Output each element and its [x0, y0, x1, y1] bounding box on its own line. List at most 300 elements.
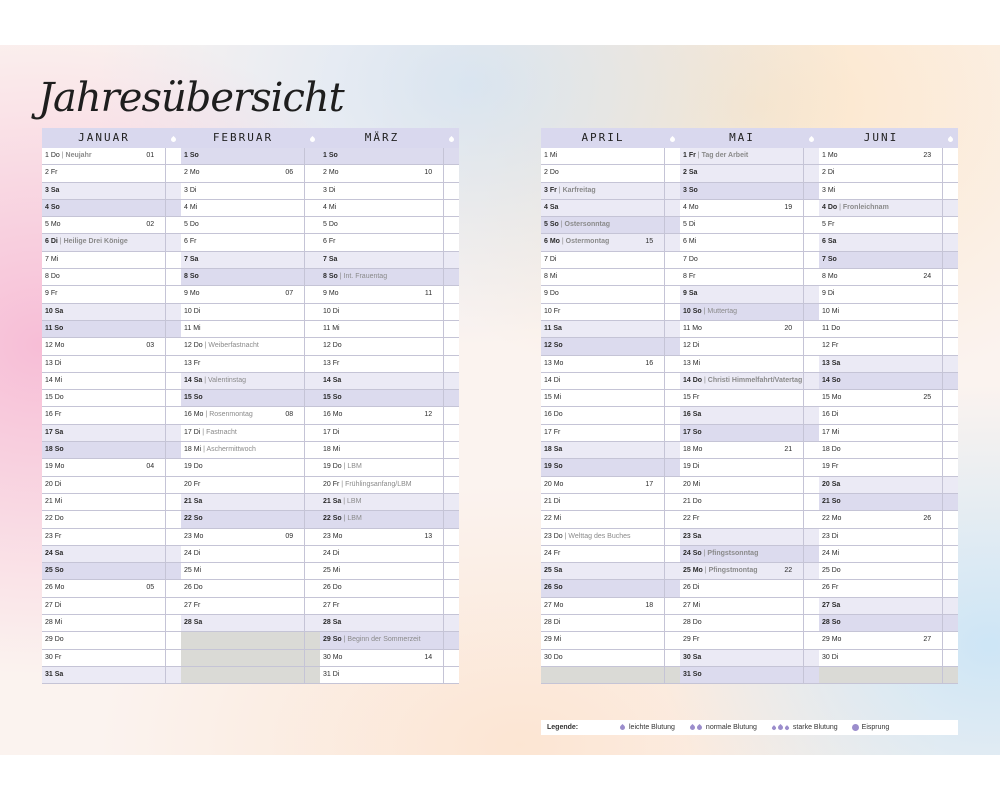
day-cell[interactable] — [680, 459, 803, 475]
bleeding-marker-cell[interactable] — [443, 321, 459, 337]
bleeding-marker-cell[interactable] — [165, 511, 181, 527]
day-cell[interactable] — [541, 390, 664, 406]
day-cell[interactable] — [819, 650, 942, 666]
day-cell[interactable] — [541, 459, 664, 475]
bleeding-marker-cell[interactable] — [165, 183, 181, 199]
bleeding-marker-cell[interactable] — [664, 356, 680, 372]
day-cell[interactable] — [181, 286, 304, 302]
day-cell[interactable] — [819, 165, 942, 181]
day-cell[interactable] — [819, 667, 942, 683]
day-cell[interactable] — [181, 442, 304, 458]
day-cell[interactable] — [320, 494, 443, 510]
bleeding-marker-cell[interactable] — [664, 650, 680, 666]
bleeding-marker-cell[interactable] — [664, 529, 680, 545]
bleeding-marker-cell[interactable] — [803, 356, 819, 372]
bleeding-marker-cell[interactable] — [165, 477, 181, 493]
day-cell[interactable] — [42, 148, 165, 164]
day-cell[interactable] — [541, 165, 664, 181]
day-cell[interactable] — [181, 477, 304, 493]
bleeding-marker-cell[interactable] — [304, 234, 320, 250]
bleeding-marker-cell[interactable] — [942, 477, 958, 493]
bleeding-marker-cell[interactable] — [304, 580, 320, 596]
day-cell[interactable] — [541, 546, 664, 562]
bleeding-marker-cell[interactable] — [942, 598, 958, 614]
bleeding-marker-cell[interactable] — [304, 615, 320, 631]
day-cell[interactable] — [819, 148, 942, 164]
bleeding-marker-cell[interactable] — [664, 217, 680, 233]
day-cell[interactable] — [819, 580, 942, 596]
day-cell[interactable] — [42, 477, 165, 493]
day-cell[interactable] — [541, 511, 664, 527]
bleeding-marker-cell[interactable] — [304, 269, 320, 285]
bleeding-marker-cell[interactable] — [664, 338, 680, 354]
bleeding-marker-cell[interactable] — [304, 148, 320, 164]
bleeding-marker-cell[interactable] — [664, 546, 680, 562]
bleeding-marker-cell[interactable] — [304, 373, 320, 389]
bleeding-marker-cell[interactable] — [165, 650, 181, 666]
bleeding-marker-cell[interactable] — [664, 165, 680, 181]
day-cell[interactable] — [680, 563, 803, 579]
bleeding-marker-cell[interactable] — [304, 425, 320, 441]
day-cell[interactable] — [320, 529, 443, 545]
bleeding-marker-cell[interactable] — [664, 667, 680, 683]
bleeding-marker-cell[interactable] — [942, 390, 958, 406]
day-cell[interactable] — [541, 148, 664, 164]
bleeding-marker-cell[interactable] — [304, 529, 320, 545]
bleeding-marker-cell[interactable] — [942, 148, 958, 164]
day-cell[interactable] — [42, 338, 165, 354]
day-cell[interactable] — [819, 407, 942, 423]
day-cell[interactable] — [819, 632, 942, 648]
day-cell[interactable] — [320, 304, 443, 320]
bleeding-marker-cell[interactable] — [443, 234, 459, 250]
bleeding-marker-cell[interactable] — [803, 580, 819, 596]
bleeding-marker-cell[interactable] — [443, 356, 459, 372]
day-cell[interactable] — [819, 598, 942, 614]
day-cell[interactable] — [541, 563, 664, 579]
day-cell[interactable] — [181, 580, 304, 596]
day-cell[interactable] — [541, 286, 664, 302]
day-cell[interactable] — [819, 252, 942, 268]
bleeding-marker-cell[interactable] — [803, 546, 819, 562]
bleeding-marker-cell[interactable] — [165, 390, 181, 406]
bleeding-marker-cell[interactable] — [803, 286, 819, 302]
bleeding-marker-cell[interactable] — [165, 286, 181, 302]
day-cell[interactable] — [819, 529, 942, 545]
bleeding-marker-cell[interactable] — [664, 373, 680, 389]
bleeding-marker-cell[interactable] — [803, 217, 819, 233]
bleeding-marker-cell[interactable] — [304, 286, 320, 302]
bleeding-marker-cell[interactable] — [304, 598, 320, 614]
bleeding-marker-cell[interactable] — [664, 390, 680, 406]
day-cell[interactable] — [42, 425, 165, 441]
bleeding-marker-cell[interactable] — [942, 529, 958, 545]
day-cell[interactable] — [680, 667, 803, 683]
bleeding-marker-cell[interactable] — [803, 615, 819, 631]
bleeding-marker-cell[interactable] — [165, 442, 181, 458]
day-cell[interactable] — [541, 650, 664, 666]
day-cell[interactable] — [541, 321, 664, 337]
day-cell[interactable] — [181, 200, 304, 216]
day-cell[interactable] — [680, 356, 803, 372]
day-cell[interactable] — [680, 494, 803, 510]
day-cell[interactable] — [181, 598, 304, 614]
day-cell[interactable] — [320, 425, 443, 441]
bleeding-marker-cell[interactable] — [803, 252, 819, 268]
day-cell[interactable] — [42, 546, 165, 562]
day-cell[interactable] — [181, 217, 304, 233]
day-cell[interactable] — [680, 546, 803, 562]
day-cell[interactable] — [320, 563, 443, 579]
day-cell[interactable] — [42, 269, 165, 285]
day-cell[interactable] — [181, 563, 304, 579]
day-cell[interactable] — [42, 615, 165, 631]
day-cell[interactable] — [42, 200, 165, 216]
day-cell[interactable] — [42, 165, 165, 181]
bleeding-marker-cell[interactable] — [165, 321, 181, 337]
bleeding-marker-cell[interactable] — [165, 356, 181, 372]
bleeding-marker-cell[interactable] — [304, 494, 320, 510]
day-cell[interactable] — [541, 269, 664, 285]
bleeding-marker-cell[interactable] — [304, 321, 320, 337]
bleeding-marker-cell[interactable] — [664, 494, 680, 510]
day-cell[interactable] — [42, 321, 165, 337]
bleeding-marker-cell[interactable] — [803, 459, 819, 475]
bleeding-marker-cell[interactable] — [443, 477, 459, 493]
day-cell[interactable] — [541, 529, 664, 545]
bleeding-marker-cell[interactable] — [443, 546, 459, 562]
bleeding-marker-cell[interactable] — [443, 529, 459, 545]
day-cell[interactable] — [181, 252, 304, 268]
bleeding-marker-cell[interactable] — [942, 269, 958, 285]
day-cell[interactable] — [680, 511, 803, 527]
day-cell[interactable] — [181, 390, 304, 406]
bleeding-marker-cell[interactable] — [443, 632, 459, 648]
bleeding-marker-cell[interactable] — [304, 338, 320, 354]
bleeding-marker-cell[interactable] — [443, 650, 459, 666]
day-cell[interactable] — [42, 563, 165, 579]
bleeding-marker-cell[interactable] — [803, 529, 819, 545]
day-cell[interactable] — [42, 598, 165, 614]
day-cell[interactable] — [680, 390, 803, 406]
bleeding-marker-cell[interactable] — [443, 442, 459, 458]
day-cell[interactable] — [819, 183, 942, 199]
bleeding-marker-cell[interactable] — [803, 632, 819, 648]
day-cell[interactable] — [181, 321, 304, 337]
bleeding-marker-cell[interactable] — [443, 390, 459, 406]
bleeding-marker-cell[interactable] — [443, 598, 459, 614]
bleeding-marker-cell[interactable] — [803, 269, 819, 285]
bleeding-marker-cell[interactable] — [165, 217, 181, 233]
day-cell[interactable] — [320, 373, 443, 389]
day-cell[interactable] — [541, 667, 664, 683]
bleeding-marker-cell[interactable] — [165, 632, 181, 648]
day-cell[interactable] — [819, 425, 942, 441]
bleeding-marker-cell[interactable] — [942, 304, 958, 320]
day-cell[interactable] — [181, 269, 304, 285]
day-cell[interactable] — [320, 165, 443, 181]
day-cell[interactable] — [819, 390, 942, 406]
day-cell[interactable] — [541, 304, 664, 320]
day-cell[interactable] — [541, 442, 664, 458]
day-cell[interactable] — [680, 252, 803, 268]
day-cell[interactable] — [541, 477, 664, 493]
bleeding-marker-cell[interactable] — [664, 442, 680, 458]
day-cell[interactable] — [320, 286, 443, 302]
day-cell[interactable] — [320, 234, 443, 250]
day-cell[interactable] — [541, 373, 664, 389]
bleeding-marker-cell[interactable] — [443, 217, 459, 233]
bleeding-marker-cell[interactable] — [443, 425, 459, 441]
day-cell[interactable] — [680, 615, 803, 631]
bleeding-marker-cell[interactable] — [304, 459, 320, 475]
bleeding-marker-cell[interactable] — [443, 563, 459, 579]
bleeding-marker-cell[interactable] — [443, 165, 459, 181]
bleeding-marker-cell[interactable] — [664, 477, 680, 493]
day-cell[interactable] — [819, 321, 942, 337]
day-cell[interactable] — [680, 321, 803, 337]
bleeding-marker-cell[interactable] — [443, 511, 459, 527]
bleeding-marker-cell[interactable] — [443, 148, 459, 164]
bleeding-marker-cell[interactable] — [165, 563, 181, 579]
bleeding-marker-cell[interactable] — [664, 425, 680, 441]
bleeding-marker-cell[interactable] — [803, 304, 819, 320]
day-cell[interactable] — [320, 252, 443, 268]
day-cell[interactable] — [181, 407, 304, 423]
day-cell[interactable] — [541, 580, 664, 596]
day-cell[interactable] — [42, 459, 165, 475]
bleeding-marker-cell[interactable] — [942, 373, 958, 389]
bleeding-marker-cell[interactable] — [942, 494, 958, 510]
bleeding-marker-cell[interactable] — [803, 390, 819, 406]
day-cell[interactable] — [680, 529, 803, 545]
bleeding-marker-cell[interactable] — [942, 407, 958, 423]
bleeding-marker-cell[interactable] — [304, 183, 320, 199]
bleeding-marker-cell[interactable] — [165, 546, 181, 562]
bleeding-marker-cell[interactable] — [942, 632, 958, 648]
day-cell[interactable] — [680, 165, 803, 181]
day-cell[interactable] — [181, 183, 304, 199]
day-cell[interactable] — [320, 183, 443, 199]
bleeding-marker-cell[interactable] — [942, 546, 958, 562]
day-cell[interactable] — [541, 494, 664, 510]
bleeding-marker-cell[interactable] — [942, 200, 958, 216]
day-cell[interactable] — [42, 529, 165, 545]
bleeding-marker-cell[interactable] — [304, 442, 320, 458]
bleeding-marker-cell[interactable] — [304, 511, 320, 527]
day-cell[interactable] — [42, 252, 165, 268]
bleeding-marker-cell[interactable] — [803, 477, 819, 493]
day-cell[interactable] — [181, 165, 304, 181]
day-cell[interactable] — [680, 234, 803, 250]
bleeding-marker-cell[interactable] — [165, 165, 181, 181]
bleeding-marker-cell[interactable] — [165, 234, 181, 250]
bleeding-marker-cell[interactable] — [664, 252, 680, 268]
day-cell[interactable] — [320, 407, 443, 423]
bleeding-marker-cell[interactable] — [304, 165, 320, 181]
bleeding-marker-cell[interactable] — [165, 269, 181, 285]
day-cell[interactable] — [320, 217, 443, 233]
day-cell[interactable] — [42, 390, 165, 406]
bleeding-marker-cell[interactable] — [664, 304, 680, 320]
day-cell[interactable] — [42, 234, 165, 250]
day-cell[interactable] — [320, 580, 443, 596]
bleeding-marker-cell[interactable] — [942, 321, 958, 337]
bleeding-marker-cell[interactable] — [664, 632, 680, 648]
day-cell[interactable] — [181, 425, 304, 441]
bleeding-marker-cell[interactable] — [942, 252, 958, 268]
bleeding-marker-cell[interactable] — [664, 321, 680, 337]
bleeding-marker-cell[interactable] — [664, 286, 680, 302]
bleeding-marker-cell[interactable] — [664, 183, 680, 199]
bleeding-marker-cell[interactable] — [803, 598, 819, 614]
day-cell[interactable] — [819, 269, 942, 285]
bleeding-marker-cell[interactable] — [803, 321, 819, 337]
day-cell[interactable] — [42, 304, 165, 320]
bleeding-marker-cell[interactable] — [304, 632, 320, 648]
day-cell[interactable] — [181, 459, 304, 475]
day-cell[interactable] — [819, 477, 942, 493]
day-cell[interactable] — [819, 511, 942, 527]
day-cell[interactable] — [680, 269, 803, 285]
day-cell[interactable] — [320, 390, 443, 406]
day-cell[interactable] — [181, 650, 304, 666]
day-cell[interactable] — [320, 650, 443, 666]
bleeding-marker-cell[interactable] — [664, 563, 680, 579]
day-cell[interactable] — [42, 650, 165, 666]
day-cell[interactable] — [181, 356, 304, 372]
day-cell[interactable] — [181, 338, 304, 354]
bleeding-marker-cell[interactable] — [443, 459, 459, 475]
day-cell[interactable] — [680, 304, 803, 320]
bleeding-marker-cell[interactable] — [664, 269, 680, 285]
bleeding-marker-cell[interactable] — [942, 580, 958, 596]
bleeding-marker-cell[interactable] — [664, 615, 680, 631]
bleeding-marker-cell[interactable] — [942, 615, 958, 631]
bleeding-marker-cell[interactable] — [664, 511, 680, 527]
bleeding-marker-cell[interactable] — [803, 494, 819, 510]
bleeding-marker-cell[interactable] — [942, 234, 958, 250]
day-cell[interactable] — [680, 580, 803, 596]
bleeding-marker-cell[interactable] — [664, 407, 680, 423]
day-cell[interactable] — [181, 148, 304, 164]
bleeding-marker-cell[interactable] — [803, 425, 819, 441]
bleeding-marker-cell[interactable] — [803, 407, 819, 423]
bleeding-marker-cell[interactable] — [443, 269, 459, 285]
day-cell[interactable] — [541, 425, 664, 441]
day-cell[interactable] — [541, 598, 664, 614]
bleeding-marker-cell[interactable] — [942, 425, 958, 441]
day-cell[interactable] — [42, 217, 165, 233]
bleeding-marker-cell[interactable] — [304, 407, 320, 423]
bleeding-marker-cell[interactable] — [803, 667, 819, 683]
day-cell[interactable] — [680, 407, 803, 423]
bleeding-marker-cell[interactable] — [443, 338, 459, 354]
day-cell[interactable] — [320, 148, 443, 164]
bleeding-marker-cell[interactable] — [165, 252, 181, 268]
bleeding-marker-cell[interactable] — [304, 477, 320, 493]
day-cell[interactable] — [680, 373, 803, 389]
bleeding-marker-cell[interactable] — [165, 304, 181, 320]
bleeding-marker-cell[interactable] — [443, 373, 459, 389]
bleeding-marker-cell[interactable] — [942, 286, 958, 302]
day-cell[interactable] — [320, 632, 443, 648]
bleeding-marker-cell[interactable] — [165, 529, 181, 545]
day-cell[interactable] — [42, 667, 165, 683]
bleeding-marker-cell[interactable] — [803, 148, 819, 164]
bleeding-marker-cell[interactable] — [304, 546, 320, 562]
bleeding-marker-cell[interactable] — [165, 615, 181, 631]
day-cell[interactable] — [181, 529, 304, 545]
bleeding-marker-cell[interactable] — [664, 580, 680, 596]
bleeding-marker-cell[interactable] — [165, 667, 181, 683]
day-cell[interactable] — [42, 356, 165, 372]
bleeding-marker-cell[interactable] — [803, 200, 819, 216]
bleeding-marker-cell[interactable] — [803, 165, 819, 181]
day-cell[interactable] — [181, 546, 304, 562]
day-cell[interactable] — [680, 200, 803, 216]
bleeding-marker-cell[interactable] — [165, 373, 181, 389]
bleeding-marker-cell[interactable] — [664, 200, 680, 216]
day-cell[interactable] — [541, 234, 664, 250]
day-cell[interactable] — [320, 667, 443, 683]
day-cell[interactable] — [819, 373, 942, 389]
day-cell[interactable] — [541, 217, 664, 233]
bleeding-marker-cell[interactable] — [803, 511, 819, 527]
bleeding-marker-cell[interactable] — [165, 148, 181, 164]
bleeding-marker-cell[interactable] — [664, 459, 680, 475]
bleeding-marker-cell[interactable] — [304, 217, 320, 233]
day-cell[interactable] — [680, 477, 803, 493]
day-cell[interactable] — [181, 234, 304, 250]
day-cell[interactable] — [819, 563, 942, 579]
day-cell[interactable] — [680, 286, 803, 302]
day-cell[interactable] — [819, 338, 942, 354]
bleeding-marker-cell[interactable] — [664, 598, 680, 614]
bleeding-marker-cell[interactable] — [803, 650, 819, 666]
day-cell[interactable] — [320, 338, 443, 354]
day-cell[interactable] — [680, 148, 803, 164]
bleeding-marker-cell[interactable] — [304, 563, 320, 579]
day-cell[interactable] — [541, 356, 664, 372]
bleeding-marker-cell[interactable] — [942, 511, 958, 527]
day-cell[interactable] — [819, 304, 942, 320]
day-cell[interactable] — [819, 494, 942, 510]
day-cell[interactable] — [320, 511, 443, 527]
day-cell[interactable] — [680, 338, 803, 354]
bleeding-marker-cell[interactable] — [803, 234, 819, 250]
day-cell[interactable] — [42, 373, 165, 389]
day-cell[interactable] — [541, 338, 664, 354]
bleeding-marker-cell[interactable] — [942, 338, 958, 354]
bleeding-marker-cell[interactable] — [165, 494, 181, 510]
bleeding-marker-cell[interactable] — [165, 200, 181, 216]
bleeding-marker-cell[interactable] — [664, 234, 680, 250]
day-cell[interactable] — [541, 200, 664, 216]
day-cell[interactable] — [42, 494, 165, 510]
bleeding-marker-cell[interactable] — [443, 667, 459, 683]
bleeding-marker-cell[interactable] — [304, 304, 320, 320]
day-cell[interactable] — [680, 425, 803, 441]
bleeding-marker-cell[interactable] — [942, 183, 958, 199]
bleeding-marker-cell[interactable] — [443, 407, 459, 423]
day-cell[interactable] — [819, 234, 942, 250]
bleeding-marker-cell[interactable] — [165, 598, 181, 614]
day-cell[interactable] — [320, 546, 443, 562]
day-cell[interactable] — [680, 650, 803, 666]
day-cell[interactable] — [181, 632, 304, 648]
bleeding-marker-cell[interactable] — [443, 615, 459, 631]
